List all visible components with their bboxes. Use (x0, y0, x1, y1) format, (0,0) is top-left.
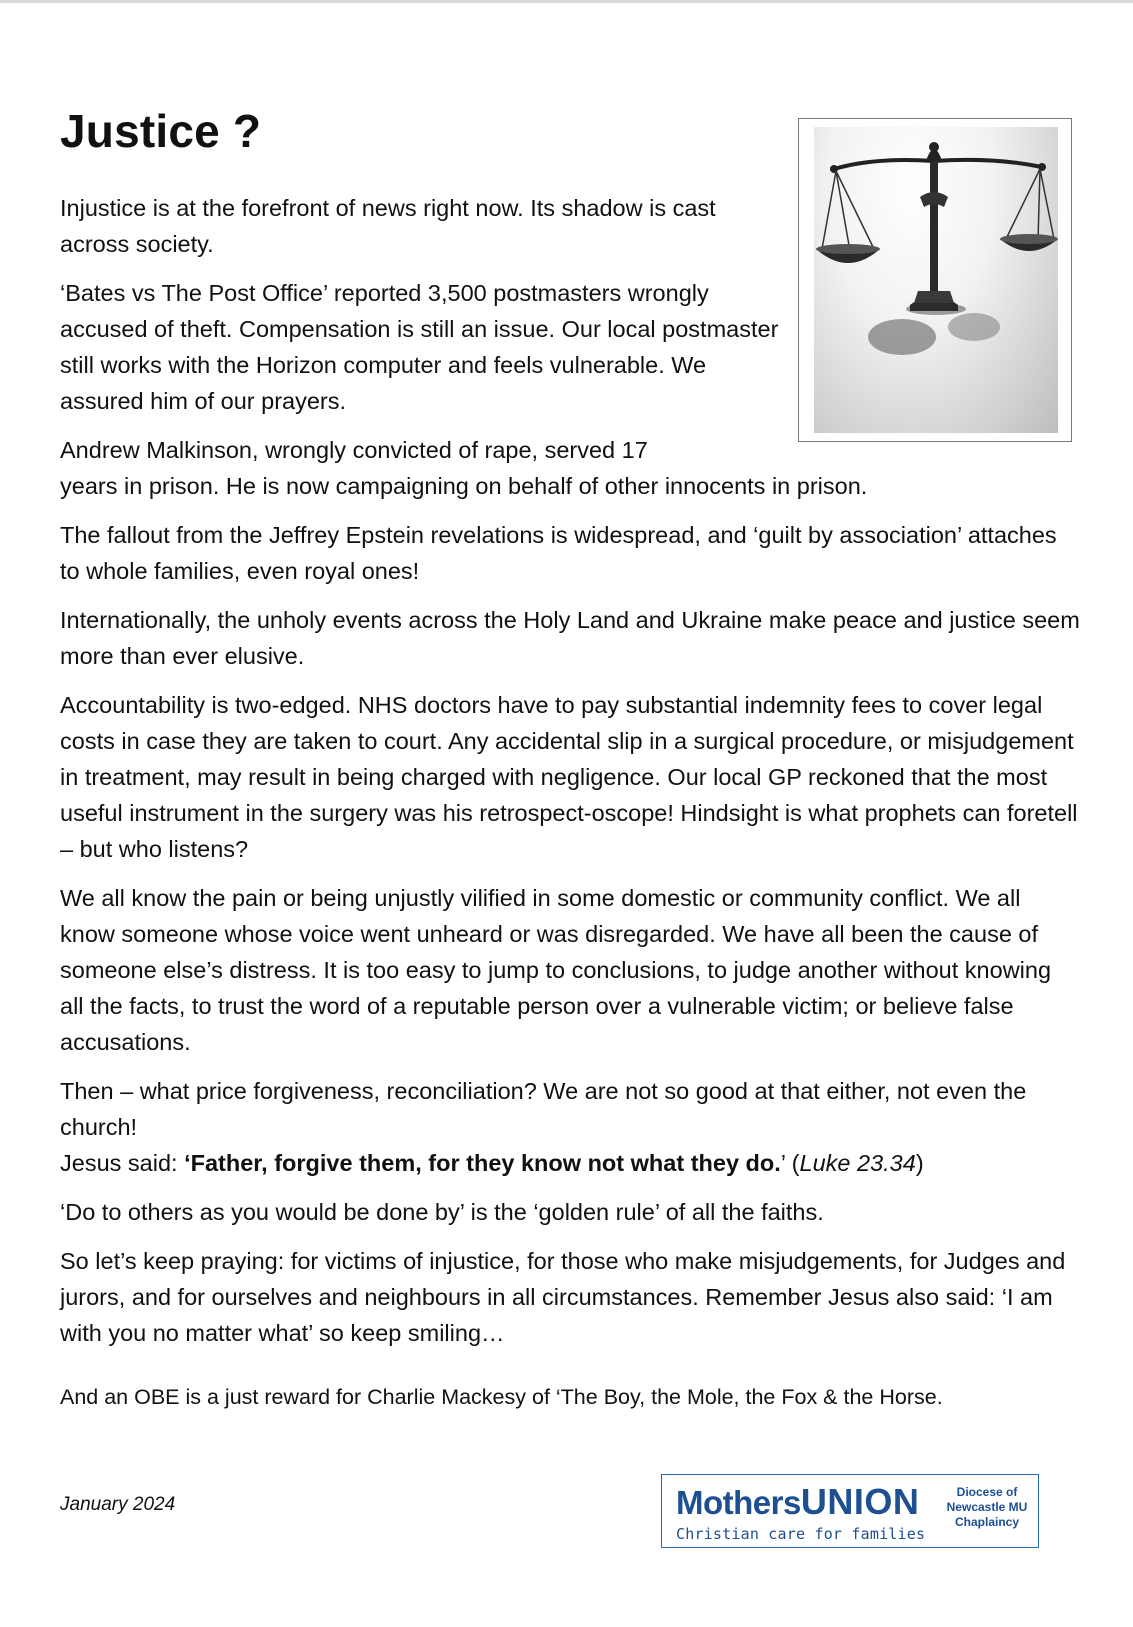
quote-end: ) (915, 1150, 924, 1176)
logo-union: UNION (800, 1481, 920, 1522)
quote-reference: Luke 23.34 (799, 1150, 916, 1176)
logo-wordmark (676, 1481, 919, 1523)
paragraph-2: ‘Bates vs The Post Office’ reported 3,500 postmasters wrongly accused of theft. Compensation is still an issue. Our local postmaster still works with the Horizon computer and feels vulnerable. We assured him of our prayers. (60, 280, 779, 414)
top-rule (0, 0, 1133, 3)
paragraph-10: So let’s keep praying: for victims of injustice, for those who make misjudgements, for Judges and jurors, and for ourselves and neighbours in all circumstances. Remember Jesus also said: ‘I am with you no matter what’ so keep smiling… (60, 1248, 1066, 1346)
footer-date: January 2024 (60, 1494, 176, 1515)
paragraph-9: ‘Do to others as you would be done by’ is the ‘golden rule’ of all the faiths. (60, 1199, 824, 1225)
paragraph-7: We all know the pain or being unjustly vilified in some domestic or community conflict. We all know someone whose voice went unheard or was disregarded. We have all been the cause of someone else’s distress. It is too easy to jump to conclusions, to judge another without knowing all the facts, to trust the word of a reputable person over a vulnerable victim; or believe false accusations. (60, 885, 1052, 1055)
paragraph-4: The fallout from the Jeffrey Epstein revelations is widespread, and ‘guilt by association’ attaches to whole families, even royal ones! (60, 522, 1057, 584)
quote-close: ’ ( (780, 1150, 800, 1176)
page-title: Justice ? (60, 105, 262, 157)
logo-tagline: Christian care for families (676, 1525, 926, 1543)
paragraph-3 (60, 432, 1080, 504)
paragraph-8-text: Then – what price forgiveness, reconciliation? We are not so good at that either, not even the church! (60, 1078, 1027, 1140)
logo-mothers: Mothers (676, 1484, 801, 1521)
paragraph-3-line-2: years in prison. He is now campaigning on behalf of other innocents in prison. (60, 473, 868, 499)
paragraph-5: Internationally, the unholy events across the Holy Land and Ukraine make peace and justice seem more than ever elusive. (60, 607, 1080, 669)
quote-intro: Jesus said: (60, 1150, 185, 1176)
paragraph-8 (60, 1073, 1080, 1181)
article-body (60, 190, 1080, 1428)
paragraph-1: Injustice is at the forefront of news right now. Its shadow is cast across society. (60, 195, 716, 257)
paragraph-11: And an OBE is a just reward for Charlie Mackesy of ‘The Boy, the Mole, the Fox & the Horse. (60, 1385, 943, 1409)
mothers-union-logo (661, 1474, 1039, 1548)
paragraph-6: Accountability is two-edged. NHS doctors have to pay substantial indemnity fees to cover legal costs in case they are taken to court. Any accidental slip in a surgical procedure, or misjudgement in treatment, may result in being charged with negligence. Our local GP reckoned that the most useful instrument in the surgery was his retrospect-oscope! Hindsight is what prophets can foretell – but who listens? (60, 692, 1078, 862)
logo-diocese: Diocese of Newcastle MU Chaplaincy (946, 1485, 1028, 1529)
quote-text: ‘Father, forgive them, for they know not what they do. (184, 1150, 781, 1176)
paragraph-3-line-1: Andrew Malkinson, wrongly convicted of rape, served 17 (60, 437, 648, 463)
